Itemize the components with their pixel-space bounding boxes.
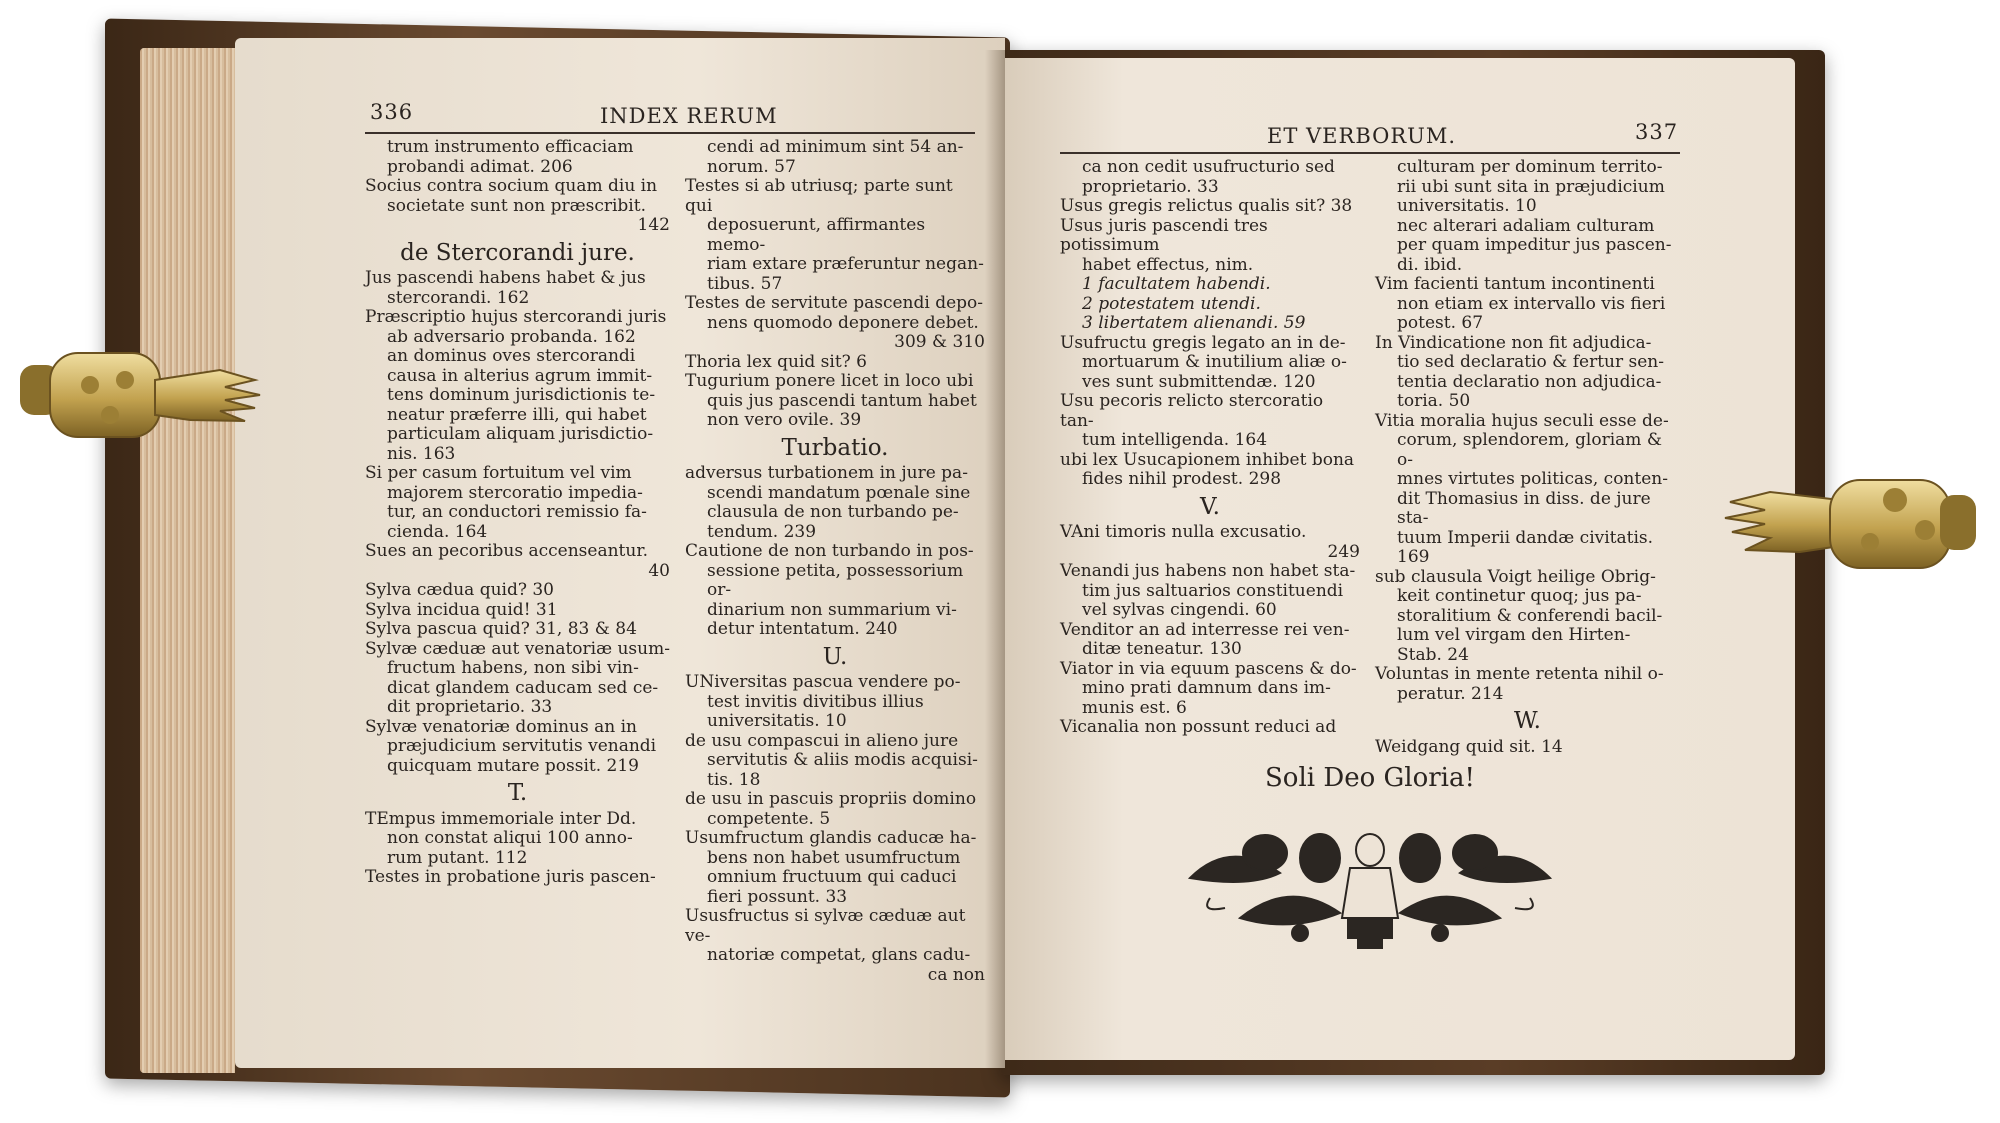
- index-line: Usus gregis relictus qualis sit? 38: [1060, 196, 1353, 216]
- woodcut-ornament-icon: [1170, 818, 1570, 953]
- index-line: Usu pecoris relicto stercoratio tan-: [1060, 391, 1324, 431]
- index-line: non constat aliqui 100 anno-: [387, 828, 633, 848]
- index-line: per quam impeditur jus pascen-: [1397, 235, 1672, 255]
- index-line: tis. 18: [707, 769, 761, 790]
- index-line: adversus turbationem in jure pa-: [685, 463, 968, 483]
- index-line: TEmpus immemoriale inter Dd.: [365, 808, 637, 829]
- index-line: 1 facultatem habendi.: [1082, 274, 1271, 294]
- index-line: di. ibid.: [1397, 254, 1463, 275]
- index-line: servitutis & aliis modis acquisi-: [707, 750, 978, 770]
- index-line: VAni timoris nulla excusatio.: [1060, 522, 1307, 542]
- index-line: Sylva pascua quid? 31, 83 & 84: [365, 619, 637, 639]
- index-line: habet effectus, nim.: [1082, 254, 1254, 275]
- index-line: dinarium non summarium vi-: [707, 599, 957, 620]
- section-heading: V.: [1200, 493, 1220, 520]
- index-line: quicquam mutare possit. 219: [387, 755, 639, 776]
- page-edges: [140, 48, 235, 1073]
- index-line: fructum habens, non sibi vin-: [387, 658, 639, 678]
- index-line: Voluntas in mente retenta nihil o-: [1375, 664, 1664, 684]
- index-line: rii ubi sunt sita in præjudicium: [1397, 176, 1665, 197]
- index-line: Jus pascendi habens habet & jus: [365, 268, 646, 288]
- section-heading: Turbatio.: [781, 434, 889, 461]
- index-line: Ususfructus si sylvæ cæduæ aut ve-: [685, 906, 966, 946]
- index-line: Usumfructum glandis caducæ ha-: [685, 828, 977, 848]
- index-line: peratur. 214: [1397, 683, 1504, 704]
- index-line: Sylva incidua quid! 31: [365, 599, 558, 620]
- section-heading: de Stercorandi jure.: [400, 239, 635, 266]
- index-line: Weidgang quid sit. 14: [1375, 736, 1563, 757]
- index-line: neatur præferre illi, qui habet: [387, 404, 647, 425]
- index-line: tibus. 57: [707, 273, 783, 294]
- index-line: cienda. 164: [387, 521, 488, 542]
- index-line: norum. 57: [707, 156, 796, 177]
- head-rule-right: [1060, 152, 1680, 154]
- index-line: potest. 67: [1397, 313, 1484, 333]
- index-line: tim jus saltuarios constituendi: [1082, 580, 1344, 601]
- index-line: 142: [637, 215, 670, 235]
- index-line: mnes virtutes politicas, conten-: [1397, 469, 1668, 489]
- index-line: stercorandi. 162: [387, 287, 530, 308]
- index-line: Socius contra socium quam diu in: [365, 176, 658, 196]
- left-column-1: [365, 138, 670, 888]
- index-line: quis jus pascendi tantum habet: [707, 390, 977, 411]
- index-line: probandi adimat. 206: [387, 156, 573, 177]
- index-line: an dominus oves stercorandi: [387, 346, 636, 366]
- hand-clip-left-icon: [20, 345, 270, 445]
- index-line: dicat glandem caducam sed ce-: [387, 677, 659, 698]
- index-line: Vim facienti tantum incontinenti: [1375, 274, 1655, 294]
- index-line: competente. 5: [707, 808, 831, 829]
- index-line: de usu compascui in alieno jure: [685, 730, 959, 751]
- index-line: tio sed declaratio & fertur sen-: [1397, 352, 1664, 372]
- index-line: 3 libertatem alienandi. 59: [1082, 313, 1306, 333]
- index-line: Thoria lex quid sit? 6: [685, 351, 867, 372]
- page-number-left: 336: [370, 100, 414, 124]
- closing-line: Soli Deo Gloria!: [1265, 763, 1475, 793]
- index-line: tens dominum jurisdictionis te-: [387, 385, 656, 405]
- index-line: tendum. 239: [707, 521, 817, 542]
- index-line: Præscriptio hujus stercorandi juris: [365, 307, 667, 327]
- index-line: majorem stercoratio impedia-: [387, 482, 643, 503]
- index-line: 309 & 310: [894, 332, 985, 352]
- index-line: lum vel virgam den Hirten-: [1397, 625, 1631, 645]
- index-line: Venditor an ad interresse rei ven-: [1060, 619, 1350, 640]
- hand-clip-right-icon: [1720, 470, 1980, 580]
- index-line: Sylvæ venatoriæ dominus an in: [365, 716, 638, 737]
- index-line: tum intelligenda. 164: [1082, 430, 1268, 450]
- index-line: omnium fructuum qui caduci: [707, 867, 957, 887]
- index-line: non vero ovile. 39: [707, 410, 862, 430]
- index-line: dit Thomasius in diss. de jure sta-: [1397, 488, 1651, 528]
- index-line: tuum Imperii dandæ civitatis. 169: [1397, 527, 1654, 567]
- index-line: munis est. 6: [1082, 697, 1187, 718]
- index-line: Tugurium ponere licet in loco ubi: [685, 371, 974, 391]
- section-heading: W.: [1514, 708, 1541, 734]
- index-line: fides nihil prodest. 298: [1082, 469, 1282, 489]
- section-heading: T.: [507, 780, 528, 806]
- index-line: sessione petita, possessorium or-: [707, 560, 964, 600]
- index-line: toria. 50: [1397, 391, 1471, 411]
- index-line: causa in alterius agrum immit-: [387, 365, 653, 386]
- index-line: culturam per dominum territo-: [1397, 157, 1663, 177]
- index-line: 249: [1327, 541, 1360, 562]
- index-line: Testes si ab utriusq; parte sunt qui: [685, 176, 953, 216]
- index-line: particulam aliquam jurisdictio-: [387, 424, 654, 444]
- index-line: ca non: [927, 964, 985, 985]
- right-column-1: [1060, 158, 1360, 738]
- index-line: universitatis. 10: [1397, 196, 1537, 216]
- index-line: bens non habet usumfructum: [707, 847, 961, 868]
- index-line: præjudicium servitutis venandi: [387, 736, 657, 756]
- index-line: ca non cedit usufructurio sed: [1082, 157, 1335, 177]
- right-column-2: [1375, 158, 1680, 757]
- index-line: Stab. 24: [1397, 644, 1469, 665]
- index-line: Testes in probatione juris pascen-: [365, 867, 656, 887]
- index-line: corum, splendorem, gloriam & o-: [1397, 430, 1662, 470]
- index-line: cendi ad minimum sint 54 an-: [707, 137, 964, 157]
- index-line: nens quomodo deponere debet.: [707, 312, 979, 333]
- index-line: Sylva cædua quid? 30: [365, 580, 555, 600]
- index-line: fieri possunt. 33: [707, 886, 848, 907]
- index-line: storalitium & conferendi bacil-: [1397, 605, 1663, 626]
- index-line: ab adversario probanda. 162: [387, 326, 636, 347]
- index-line: tentia declaratio non adjudica-: [1397, 371, 1662, 392]
- index-line: de usu in pascuis propriis domino: [685, 789, 977, 809]
- index-line: Vicanalia non possunt reduci ad: [1060, 717, 1337, 737]
- index-line: deposuerunt, affirmantes memo-: [707, 215, 926, 255]
- index-line: Cautione de non turbando in pos-: [685, 541, 974, 561]
- index-line: ves sunt submittendæ. 120: [1082, 371, 1316, 392]
- index-line: keit continetur quoq; jus pa-: [1397, 586, 1642, 606]
- section-heading: U.: [822, 643, 848, 670]
- index-line: In Vindicatione non fit adjudica-: [1375, 332, 1652, 353]
- index-line: nec alterari adaliam culturam: [1397, 215, 1655, 236]
- index-line: natoriæ competat, glans cadu-: [707, 945, 971, 965]
- index-line: Si per casum fortuitum vel vim: [365, 463, 632, 483]
- index-line: Sylvæ cæduæ aut venatoriæ usum-: [365, 638, 670, 659]
- index-line: scendi mandatum pœnale sine: [707, 482, 971, 503]
- index-line: Usus juris pascendi tres potissimum: [1060, 215, 1268, 255]
- left-page: [235, 38, 1005, 1068]
- index-line: tur, an conductori remissio fa-: [387, 502, 647, 522]
- index-line: rum putant. 112: [387, 847, 528, 868]
- index-line: Venandi jus habens non habet sta-: [1060, 561, 1356, 581]
- index-line: vel sylvas cingendi. 60: [1082, 600, 1277, 620]
- index-line: UNiversitas pascua vendere po-: [685, 672, 961, 692]
- index-line: mortuarum & inutilium aliæ o-: [1082, 352, 1347, 372]
- running-head-left: INDEX RERUM: [600, 104, 778, 128]
- index-line: Sues an pecoribus accenseantur.: [365, 541, 648, 561]
- index-line: non etiam ex intervallo vis fieri: [1397, 293, 1666, 314]
- head-rule-left: [365, 132, 975, 134]
- index-line: dit proprietario. 33: [387, 697, 553, 717]
- index-line: Viator in via equum pascens & do-: [1060, 658, 1357, 679]
- index-line: 2 potestatem utendi.: [1082, 293, 1261, 314]
- index-line: sub clausula Voigt heilige Obrig-: [1375, 566, 1656, 587]
- index-line: proprietario. 33: [1082, 176, 1219, 197]
- page-number-right: 337: [1635, 120, 1679, 144]
- index-line: nis. 163: [387, 443, 456, 464]
- index-line: test invitis divitibus illius: [707, 691, 924, 712]
- index-line: societate sunt non præscribit.: [387, 195, 646, 216]
- index-line: clausula de non turbando pe-: [707, 502, 959, 522]
- index-line: ditæ teneatur. 130: [1082, 639, 1242, 659]
- right-page: [1005, 58, 1795, 1060]
- index-line: Testes de servitute pascendi depo-: [685, 293, 983, 313]
- index-line: detur intentatum. 240: [707, 619, 898, 639]
- index-line: Usufructu gregis legato an in de-: [1060, 332, 1346, 353]
- left-column-2: [685, 138, 985, 985]
- index-line: 40: [648, 560, 670, 581]
- index-line: Vitia moralia hujus seculi esse de-: [1375, 410, 1669, 431]
- index-line: universitatis. 10: [707, 711, 847, 731]
- running-head-right: ET VERBORUM.: [1267, 124, 1457, 148]
- index-line: trum instrumento efficaciam: [387, 137, 634, 157]
- index-line: mino prati damnum dans im-: [1082, 678, 1331, 698]
- index-line: ubi lex Usucapionem inhibet bona: [1060, 449, 1355, 470]
- index-line: riam extare præferuntur negan-: [707, 254, 984, 274]
